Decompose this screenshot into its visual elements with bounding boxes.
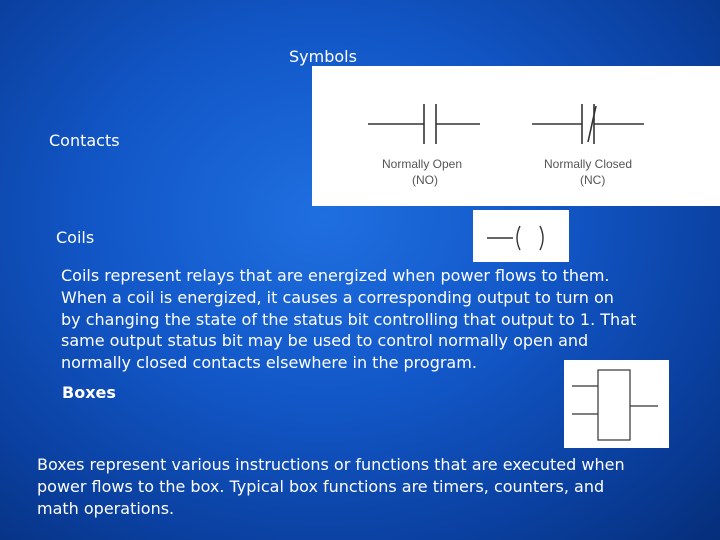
nc-caption-line2: (NC) — [580, 173, 606, 187]
coils-description — [61, 265, 636, 374]
no-caption-line1: Normally Open — [382, 157, 463, 171]
boxes-description-line: power flows to the box. Typical box functions are timers, counters, and — [37, 476, 605, 496]
nc-caption-line1: Normally Closed — [544, 157, 633, 171]
function-box-icon — [572, 370, 658, 440]
boxes-description — [37, 454, 625, 519]
box-symbol-panel — [564, 360, 669, 448]
coils-description-line: by changing the state of the status bit controlling that output to 1. That — [61, 309, 637, 329]
contacts-symbols-panel — [312, 66, 720, 206]
coil-icon — [487, 226, 543, 250]
coils-description-line: normally closed contacts elsewhere in the program. — [61, 353, 477, 373]
contacts-label: Contacts — [49, 131, 120, 150]
boxes-label: Boxes — [62, 383, 116, 402]
coils-description-line: same output status bit may be used to control normally open and — [61, 331, 589, 351]
page-title: Symbols — [289, 47, 357, 66]
normally-closed-contact-icon — [532, 104, 644, 144]
coils-label: Coils — [56, 228, 95, 247]
boxes-description-line: math operations. — [37, 498, 175, 518]
coils-description-line: When a coil is energized, it causes a corresponding output to turn on — [61, 287, 614, 307]
boxes-description-line: Boxes represent various instructions or functions that are executed when — [37, 455, 625, 474]
normally-open-contact-icon — [368, 104, 480, 144]
coil-symbol-panel — [473, 210, 569, 262]
coils-description-line: Coils represent relays that are energized when power flows to them. — [61, 266, 610, 285]
no-caption-line2: (NO) — [412, 173, 438, 187]
